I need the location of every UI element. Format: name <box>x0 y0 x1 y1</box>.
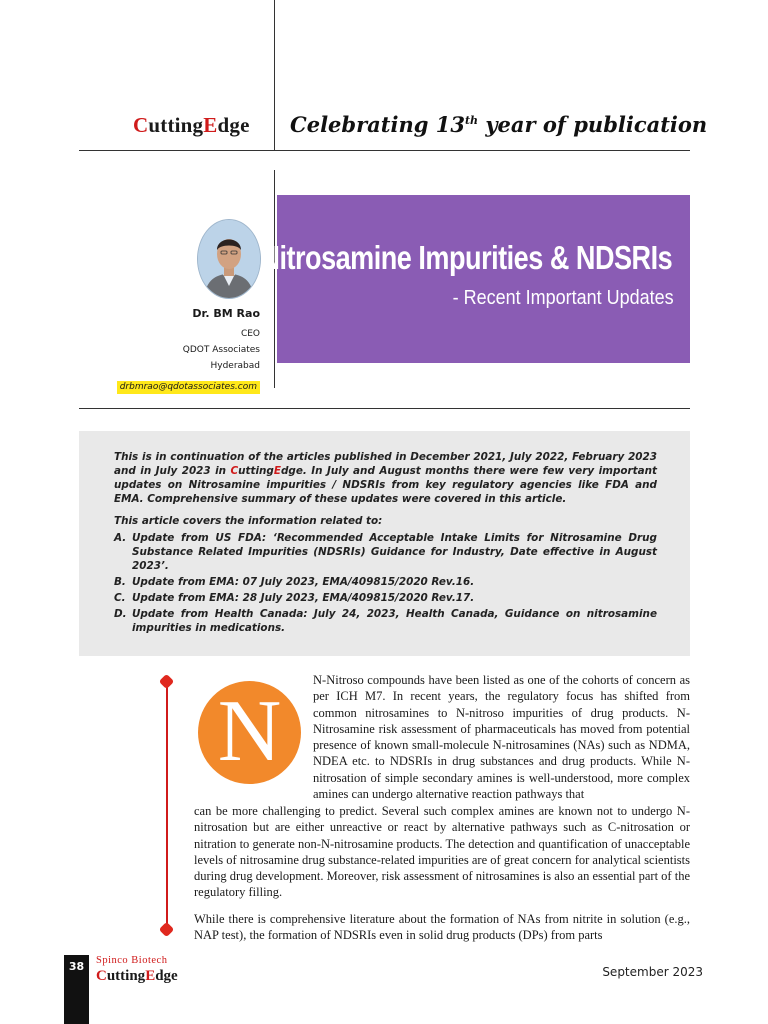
article-paragraph: can be more challenging to predict. Several such complex amines are known not to undergo N-nitrosation but are either unreactive or react by alternative pathways such as C-nitrosation or nitration to generate non-N-nitrosamine products. The detection and quantification of unacceptable levels of nitrosamine drug substance-related impurities are of great concern for analytical scientists during drug development. Moreover, risk assessment of nitrosamines is also an essential part of the regulatory filling. <box>194 804 690 900</box>
brand-logo: CuttingEdge <box>133 113 250 137</box>
author-name: Dr. BM Rao <box>192 307 260 320</box>
list-item: B. Update from EMA: 07 July 2023, EMA/409815/2020 Rev.16. <box>114 576 475 588</box>
footer-brand-logo: CuttingEdge <box>96 968 178 984</box>
margin-dot-icon <box>159 674 175 690</box>
list-item: A. Update from US FDA: ‘Recommended Acceptable Intake Limits for Nitrosamine Drug Substance Related Impurities (NDSRIs) Guidance for Industry, Date effective in August 2023’. <box>114 532 657 572</box>
header-divider-vertical <box>274 0 275 150</box>
author-photo <box>197 219 261 299</box>
page-number: 38 <box>68 960 85 973</box>
list-item: C. Update from EMA: 28 July 2023, EMA/409815/2020 Rev.17. <box>114 592 475 604</box>
tagline: Celebrating 13th year of publication <box>290 112 708 137</box>
author-role: CEO <box>240 329 260 339</box>
author-email-link[interactable]: drbmrao@qdotassociates.com <box>117 381 260 394</box>
author-city: Hyderabad <box>210 361 260 371</box>
author-portrait-icon <box>198 220 260 298</box>
footer-brand-line1: Spinco Biotech <box>96 955 168 966</box>
list-item: D. Update from Health Canada: July 24, 2023, Health Canada, Guidance on nitrosamine impurities in medications. <box>114 608 657 634</box>
summary-list <box>114 531 657 635</box>
summary-box <box>79 431 690 656</box>
drop-cap: N <box>198 681 301 784</box>
header-rule <box>79 150 690 151</box>
author-divider <box>274 170 275 388</box>
author-company: QDOT Associates <box>182 345 260 355</box>
article-paragraph: N-Nitroso compounds have been listed as one of the cohorts of concern as per ICH M7. In recent years, the regulatory focus has shifted from common nitrosamines to N-nitroso impurities of drug products. N-Nitrosamine risk assessment of pharmaceuticals has moved from potential presence of known small-molecule N-nitrosamines (NAs) such as NDMA, NDEA etc. to NDSRIs in drug substances and drug products. While N-nitrosation of simple secondary amines is well-understood, more complex amines can undergo alternative reaction pathways that <box>313 673 690 802</box>
article-paragraph: While there is comprehensive literature about the formation of NAs from nitrite in solution (e.g., NAP test), the formation of NDSRIs even in solid drug products (DPs) from parts <box>194 912 690 943</box>
section-rule <box>79 408 690 409</box>
article-subtitle: - Recent Important Updates <box>452 287 674 309</box>
author-info <box>117 307 260 394</box>
issue-date: September 2023 <box>602 965 703 979</box>
margin-dot-icon <box>159 922 175 938</box>
margin-rule <box>166 682 168 928</box>
title-banner <box>260 195 690 363</box>
summary-intro: This article covers the information related to: <box>114 515 383 527</box>
article-title: Nitrosamine Impurities & NDSRIs <box>260 239 672 276</box>
summary-paragraph: This is in continuation of the articles published in December 2021, July 2022, February 2023 and in July 2023 in CuttingEdge. In July and August months there were few very important updates on Nitrosamine impurities / NDSRIs from key regulatory agencies like FDA and EMA. Comprehensive summary of these updates were covered in this article. <box>114 451 657 505</box>
